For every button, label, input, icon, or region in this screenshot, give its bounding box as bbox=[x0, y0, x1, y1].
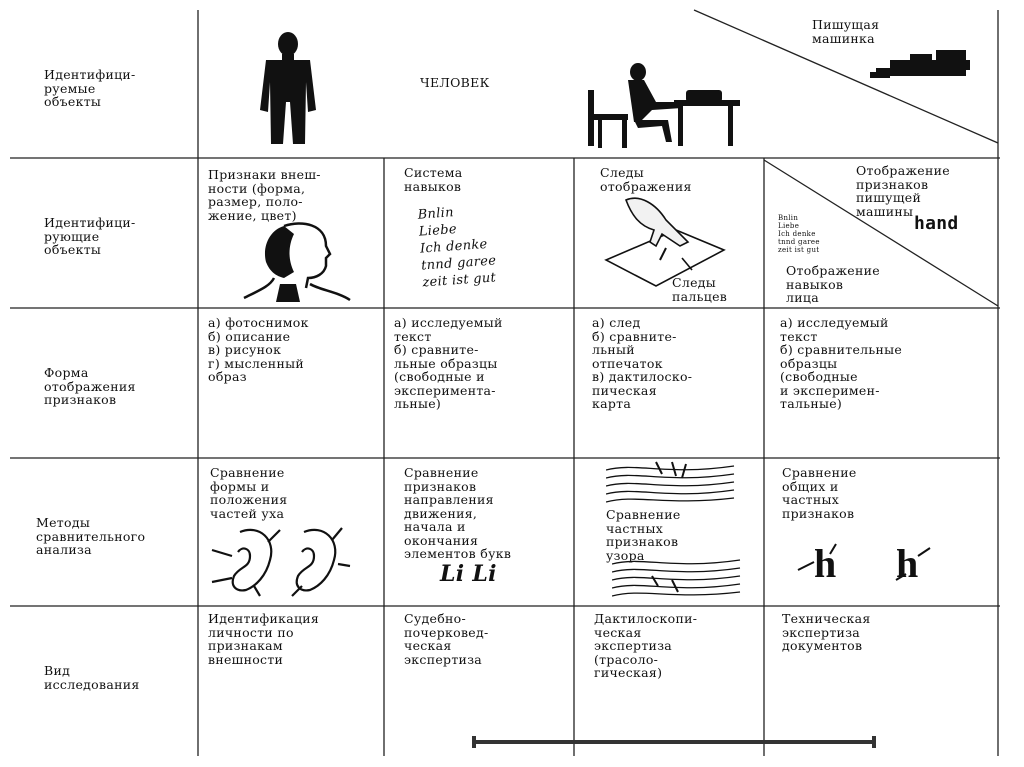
methods-col3: Сравнение частных признаков узора bbox=[606, 507, 681, 563]
glyph-comparison-arrows bbox=[796, 540, 946, 590]
row-label-identified: Идентифици- руемые объекты bbox=[44, 67, 136, 109]
glyph-h-second: h bbox=[896, 541, 919, 586]
fingerprint-pattern-top bbox=[606, 460, 736, 506]
row-label-study-type: Вид исследования bbox=[44, 663, 140, 692]
typewriter-label: Пишущая машинка bbox=[812, 17, 880, 46]
glyph-h-first: h bbox=[814, 541, 837, 586]
typist-illustration bbox=[578, 62, 744, 152]
person-skills-display: Отображение навыков лица bbox=[786, 263, 880, 305]
letters-sample: Li Li bbox=[440, 561, 497, 587]
fingerprint-pattern-bottom bbox=[612, 556, 742, 602]
typewriter-display-label: Отображение признаков пишущей машины bbox=[856, 163, 950, 219]
handwriting-sample: Bnlin Liebe Ich denke tnnd garee zeit ist gut bbox=[417, 205, 497, 291]
row-label-identifying: Идентифици- рующие объекты bbox=[44, 215, 136, 257]
row-label-display-form: Форма отображения признаков bbox=[44, 365, 136, 407]
typed-text-sample: Bnlin Liebe Ich denke tnnd garee zeit ist gut bbox=[778, 214, 820, 254]
methods-col1: Сравнение формы и положения частей уха bbox=[210, 465, 288, 521]
methods-col2: Сравнение признаков направления движения, начала и окончания элементов букв bbox=[404, 465, 512, 561]
ear-comparison-illustration bbox=[210, 520, 360, 600]
row-label-methods: Методы сравнительного анализа bbox=[36, 515, 146, 557]
display-forms-col3: а) след б) сравните- льный отпечаток в) дактилоско- пическая карта bbox=[592, 315, 693, 411]
hand-typed-word: hand bbox=[914, 213, 959, 234]
display-forms-col4: а) исследуемый текст б) сравнительные образцы (свободные и эксперимен- тальные) bbox=[780, 315, 903, 411]
fingertraces-label: Следы пальцев bbox=[672, 275, 728, 304]
display-forms-col1: а) фотоснимок б) описание в) рисунок г) мысленный образ bbox=[208, 315, 309, 384]
person-label: ЧЕЛОВЕК bbox=[420, 75, 490, 90]
display-forms-col2: а) исследуемый текст б) сравните- льные образцы (свободные и эксперимента- льные) bbox=[394, 315, 503, 411]
standing-man-illustration bbox=[248, 32, 328, 148]
study-type-col4: Техническая экспертиза документов bbox=[782, 611, 871, 653]
skills-system: Система навыков bbox=[404, 165, 463, 194]
study-type-col2: Судебно- почерковед- ческая экспертиза bbox=[404, 611, 489, 667]
typewriter-pixel-icon bbox=[870, 50, 980, 84]
study-type-col3: Дактилоскопи- ческая экспертиза (трасоло- гическая) bbox=[594, 611, 698, 680]
appearance-traits: Признаки внеш- ности (форма, размер, поло- жение, цвет) bbox=[208, 167, 321, 223]
methods-col4: Сравнение общих и частных признаков bbox=[782, 465, 857, 521]
study-type-col1: Идентификация личности по признакам внешности bbox=[208, 611, 320, 667]
traces-label: Следы отображения bbox=[600, 165, 692, 194]
man-profile-illustration bbox=[240, 220, 360, 302]
